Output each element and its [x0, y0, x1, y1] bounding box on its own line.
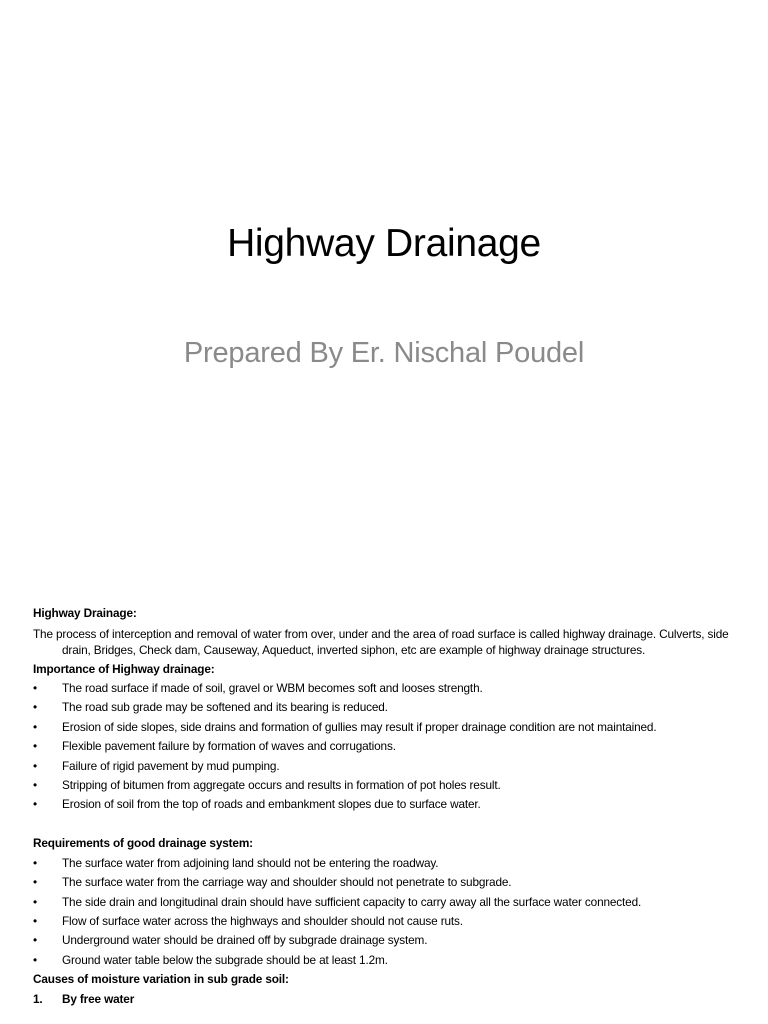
definition-paragraph: The process of interception and removal of water from over, under and the area of road surface is called highway drainage. Culverts, side drain, Bridges, Check dam, Causeway, Aqueduct, inverted siphon, etc are example of highway drainage structures. — [33, 626, 729, 657]
list-item — [33, 873, 733, 892]
list-item-text: The surface water from adjoining land should not be entering the roadway. — [62, 855, 439, 870]
section-heading-importance: Importance of Highway drainage: — [33, 661, 215, 676]
list-item-text: Stripping of bitumen from aggregate occurs and results in formation of pot holes result. — [62, 777, 501, 792]
bullet-icon: • — [33, 855, 37, 870]
list-item — [33, 679, 733, 698]
bullet-icon: • — [33, 913, 37, 928]
spacer — [33, 815, 733, 835]
section-heading-requirements: Requirements of good drainage system: — [33, 836, 253, 851]
list-item-text: Erosion of soil from the top of roads and embankment slopes due to surface water. — [62, 797, 481, 812]
list-item-text: Underground water should be drained off by subgrade drainage system. — [62, 933, 428, 948]
list-item-text: The surface water from the carriage way and shoulder should not penetrate to subgrade. — [62, 875, 512, 890]
importance-list — [33, 679, 733, 815]
list-item — [33, 931, 733, 950]
list-item-text: The road surface if made of soil, gravel or WBM becomes soft and looses strength. — [62, 681, 483, 695]
list-item — [33, 718, 733, 737]
list-item-text: Flow of surface water across the highways and shoulder should not cause ruts. — [62, 913, 463, 928]
bullet-icon: • — [33, 758, 37, 773]
bullet-icon: • — [33, 681, 37, 695]
bullet-icon: • — [33, 952, 37, 967]
bullet-icon: • — [33, 719, 37, 734]
list-item — [33, 912, 733, 931]
bullet-icon: • — [33, 777, 37, 792]
list-item — [33, 698, 733, 717]
list-item — [33, 795, 733, 814]
list-item — [33, 951, 733, 970]
list-item-text: Ground water table below the subgrade should be at least 1.2m. — [62, 952, 388, 967]
bullet-icon: • — [33, 700, 37, 715]
numbered-item — [33, 990, 733, 1009]
slide-title: Highway Drainage — [227, 222, 541, 265]
list-item — [33, 893, 733, 912]
numbered-item-text: By free water — [62, 991, 135, 1006]
notes-section — [33, 604, 733, 1009]
bullet-icon: • — [33, 875, 37, 890]
bullet-icon: • — [33, 933, 37, 948]
bullet-icon: • — [33, 739, 37, 754]
slide-subtitle: Prepared By Er. Nischal Poudel — [183, 337, 585, 369]
list-item-text: The side drain and longitudinal drain should have sufficient capacity to carry away all the surface water connected. — [62, 894, 642, 909]
list-item-text: Erosion of side slopes, side drains and formation of gullies may result if proper drainage condition are not maintained. — [62, 719, 657, 734]
list-item-text: Flexible pavement failure by formation of waves and corrugations. — [62, 739, 396, 754]
list-item — [33, 757, 733, 776]
section-heading-highway-drainage: Highway Drainage: — [33, 606, 137, 620]
list-item — [33, 854, 733, 873]
section-heading-causes: Causes of moisture variation in sub grade soil: — [33, 972, 289, 987]
list-item — [33, 737, 733, 756]
list-item-text: Failure of rigid pavement by mud pumping. — [62, 758, 280, 773]
list-item — [33, 776, 733, 795]
bullet-icon: • — [33, 894, 37, 909]
item-number: 1. — [33, 991, 43, 1006]
list-item-text: The road sub grade may be softened and its bearing is reduced. — [62, 700, 388, 715]
requirements-list — [33, 854, 733, 970]
bullet-icon: • — [33, 797, 37, 812]
